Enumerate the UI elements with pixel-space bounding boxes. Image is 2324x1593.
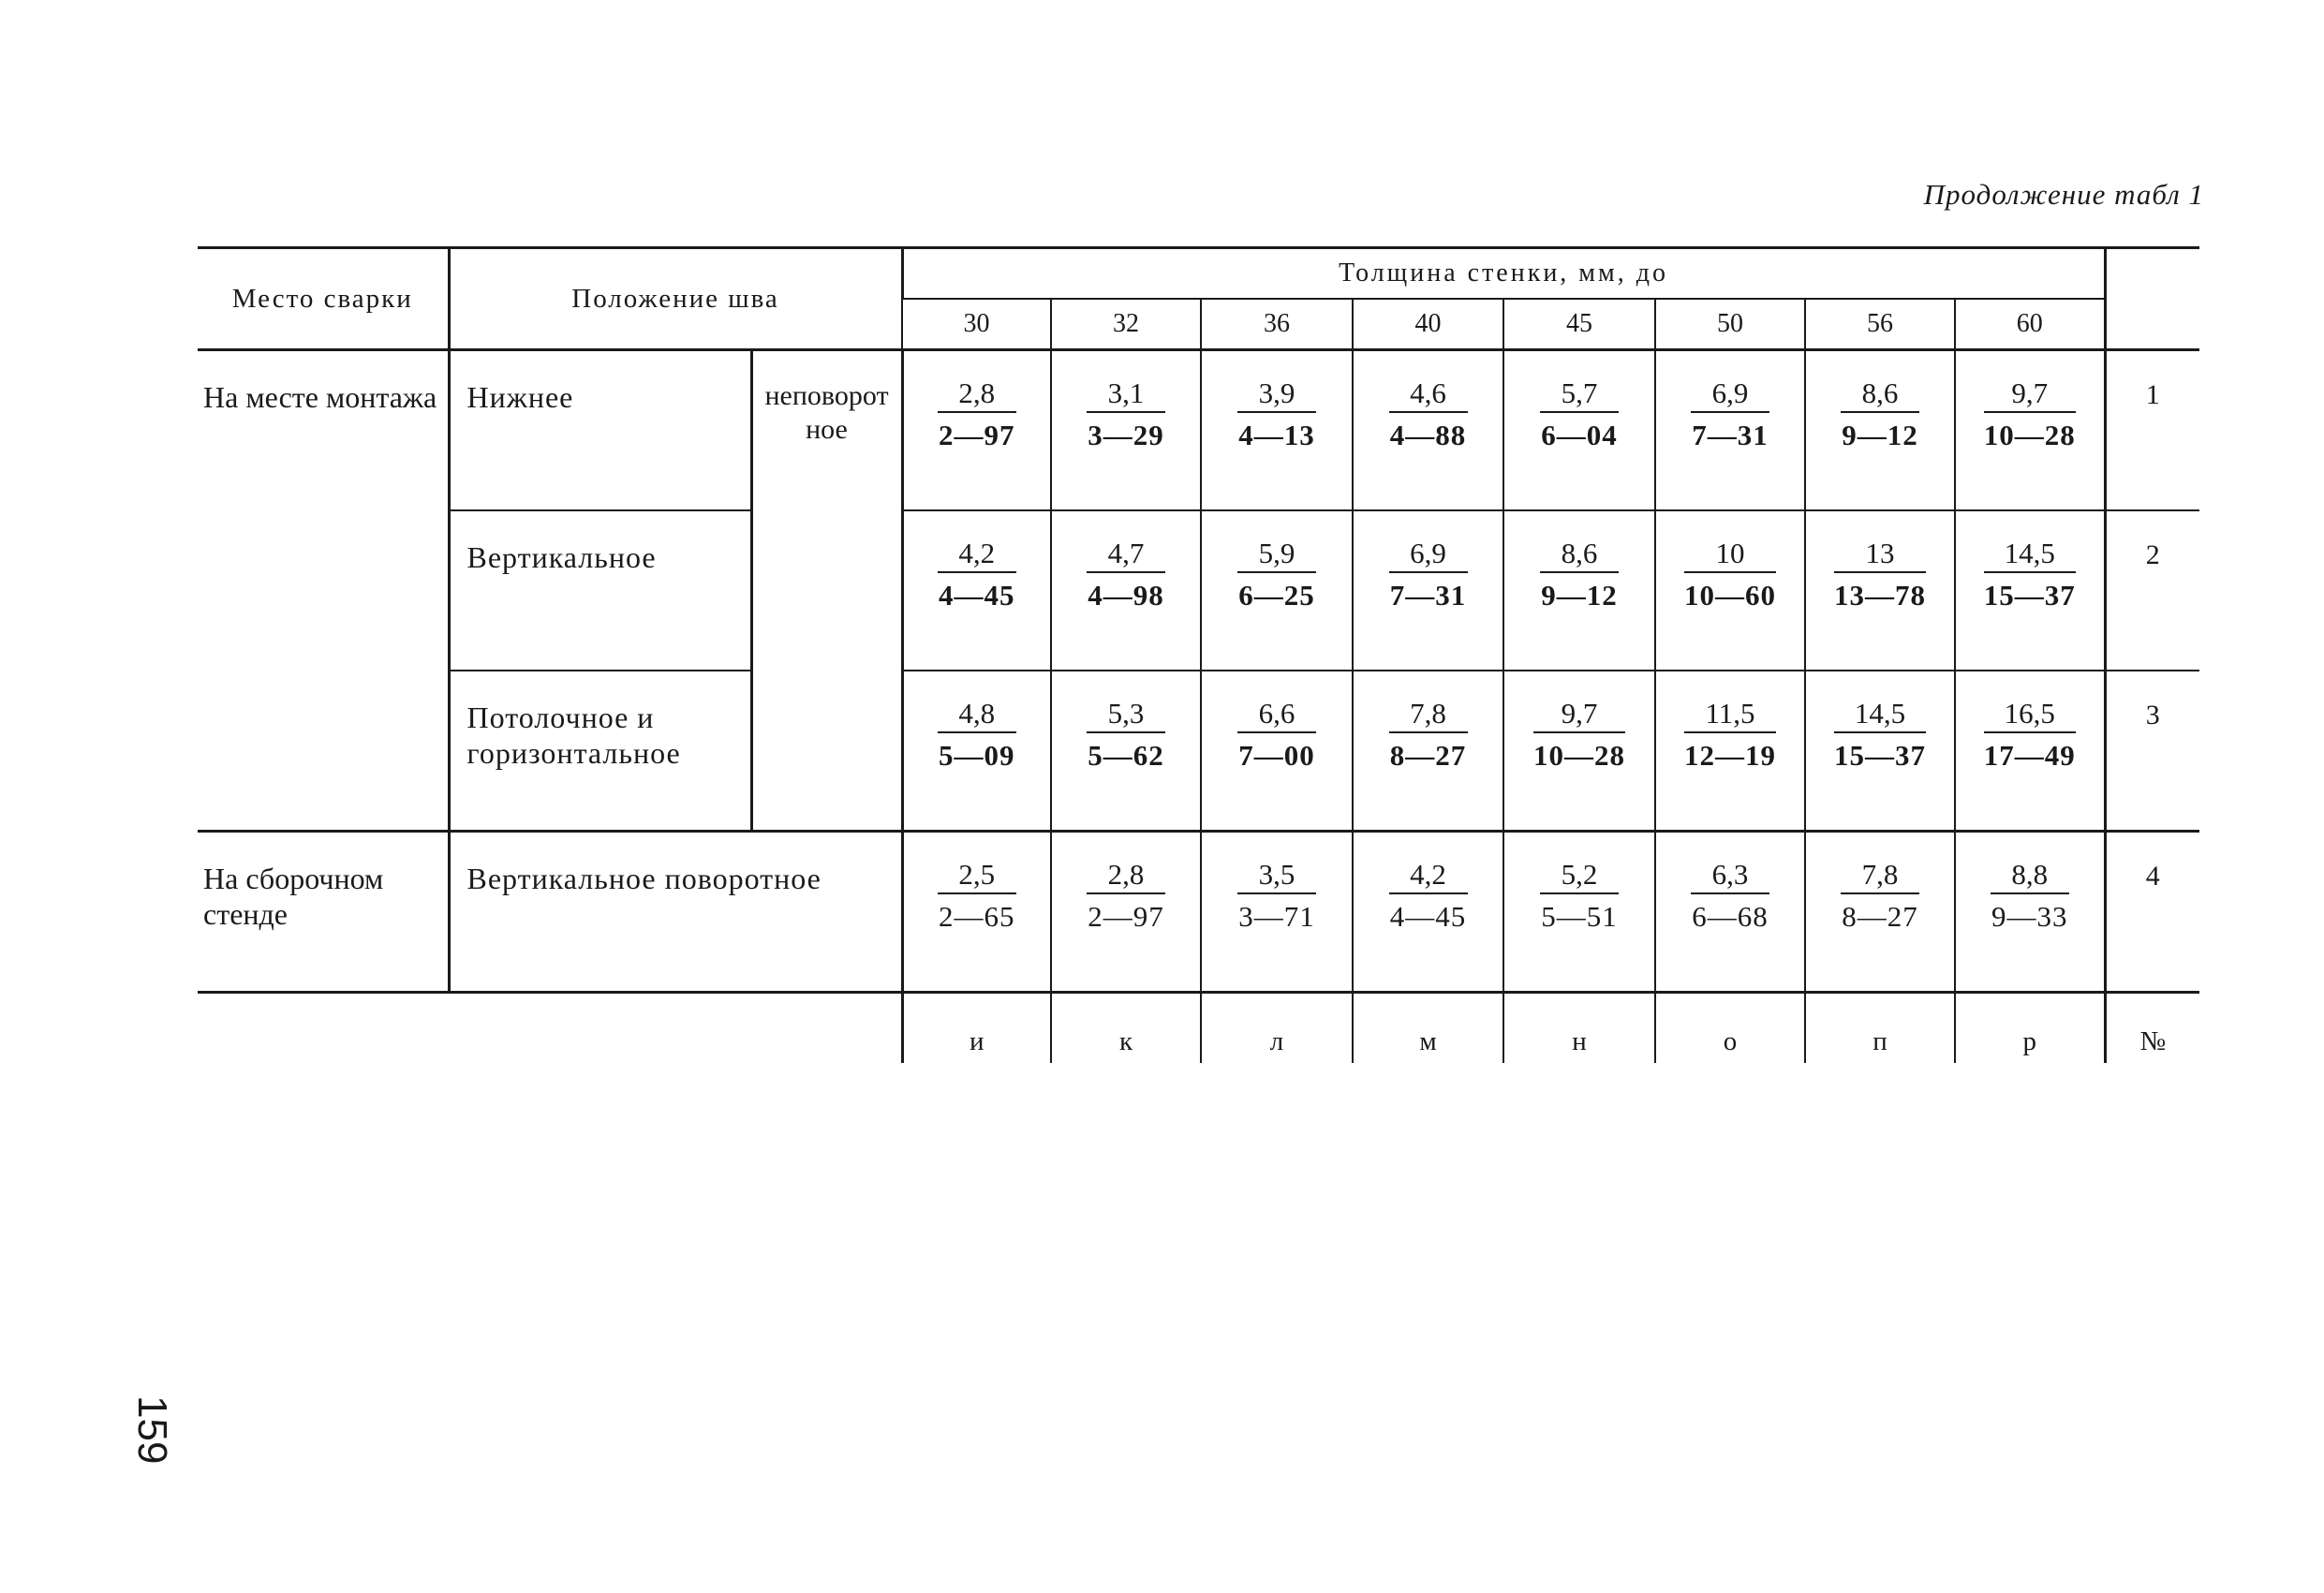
value-bottom: 5—09: [939, 739, 1015, 772]
value-bottom: 4—45: [939, 579, 1015, 612]
header-col-30: 30: [902, 299, 1051, 350]
value-cell: [902, 510, 1051, 671]
position-cell: Нижнее: [449, 350, 751, 511]
value-cell: [1655, 350, 1805, 511]
value-cell: [902, 350, 1051, 511]
value-cell: [1051, 510, 1201, 671]
table-row: [198, 510, 2199, 671]
value-bottom: 10—60: [1684, 579, 1777, 612]
value-bottom: 9—12: [1842, 419, 1918, 451]
value-bottom: 2—65: [939, 900, 1015, 933]
value-bottom: 12—19: [1684, 739, 1777, 772]
value-top: 8,6: [1540, 538, 1619, 573]
header-thickness: Толщина стенки, мм, до: [902, 248, 2105, 300]
header-position: Положение шва: [449, 248, 902, 350]
value-cell: [902, 671, 1051, 832]
value-top: 4,2: [938, 538, 1016, 573]
value-bottom: 10—28: [1533, 739, 1626, 772]
value-bottom: 3—29: [1088, 419, 1164, 451]
value-top: 4,8: [938, 698, 1016, 733]
row-number: 4: [2105, 832, 2199, 993]
value-bottom: 15—37: [1834, 739, 1927, 772]
value-bottom: 4—98: [1088, 579, 1164, 612]
value-bottom: 4—88: [1389, 419, 1467, 451]
value-top: 16,5: [1984, 698, 2076, 733]
footer-letter: н: [1503, 993, 1655, 1064]
value-cell: [1353, 510, 1503, 671]
value-cell: [1051, 671, 1201, 832]
value-bottom: 4—13: [1238, 419, 1315, 451]
value-cell: [1353, 350, 1503, 511]
value-cell: [1805, 832, 1955, 993]
value-top: 4,2: [1389, 859, 1468, 894]
header-col-45: 45: [1503, 299, 1655, 350]
value-top: 5,3: [1087, 698, 1165, 733]
value-top: 6,9: [1691, 377, 1769, 413]
value-cell: [1201, 671, 1353, 832]
value-cell: [1503, 832, 1655, 993]
value-top: 9,7: [1533, 698, 1625, 733]
position-cell: Вертикальное поворотное: [449, 832, 902, 993]
value-bottom: 9—12: [1541, 579, 1618, 612]
value-bottom: 6—04: [1541, 419, 1618, 451]
value-top: 9,7: [1984, 377, 2076, 413]
value-bottom: 4—45: [1389, 900, 1467, 933]
value-bottom: 9—33: [1991, 900, 2068, 933]
page-number: 159: [129, 1395, 175, 1465]
value-top: 3,9: [1237, 377, 1316, 413]
value-bottom: 2—97: [939, 419, 1015, 451]
value-top: 4,7: [1087, 538, 1165, 573]
value-top: 6,9: [1389, 538, 1468, 573]
row-number: 3: [2105, 671, 2199, 832]
header-place: Место сварки: [198, 248, 449, 350]
value-bottom: 7—00: [1238, 739, 1315, 772]
value-bottom: 15—37: [1983, 579, 2076, 612]
value-top: 14,5: [1834, 698, 1926, 733]
value-bottom: 6—25: [1238, 579, 1315, 612]
value-top: 4,6: [1389, 377, 1468, 413]
value-top: 2,5: [938, 859, 1016, 894]
value-bottom: 6—68: [1692, 900, 1769, 933]
value-cell: [1201, 510, 1353, 671]
value-top: 11,5: [1684, 698, 1776, 733]
value-top: 10: [1684, 538, 1776, 573]
value-top: 6,3: [1691, 859, 1769, 894]
value-bottom: 7—31: [1692, 419, 1769, 451]
value-bottom: 13—78: [1834, 579, 1927, 612]
place-cell: На месте монтажа: [198, 350, 449, 832]
value-bottom: 10—28: [1983, 419, 2076, 451]
footer-letter: л: [1201, 993, 1353, 1064]
header-col-50: 50: [1655, 299, 1805, 350]
value-cell: [902, 832, 1051, 993]
position-cell: Вертикальное: [449, 510, 751, 671]
value-bottom: 7—31: [1389, 579, 1467, 612]
value-cell: [1655, 510, 1805, 671]
value-cell: [1051, 832, 1201, 993]
value-top: 8,6: [1841, 377, 1919, 413]
value-top: 7,8: [1389, 698, 1468, 733]
value-cell: [1655, 671, 1805, 832]
table-row: [198, 832, 2199, 993]
header-col-36: 36: [1201, 299, 1353, 350]
value-bottom: 2—97: [1088, 900, 1164, 933]
value-cell: [1955, 510, 2105, 671]
table-caption: Продолжение табл 1: [1923, 178, 2204, 211]
value-cell: [1503, 671, 1655, 832]
value-cell: [1353, 832, 1503, 993]
header-row-1: [198, 248, 2199, 300]
value-cell: [1353, 671, 1503, 832]
row-number: 1: [2105, 350, 2199, 511]
value-bottom: 3—71: [1238, 900, 1315, 933]
value-cell: [1503, 350, 1655, 511]
value-cell: [1051, 350, 1201, 511]
table-row: [198, 671, 2199, 832]
value-top: 3,1: [1087, 377, 1165, 413]
header-col-60: 60: [1955, 299, 2105, 350]
value-top: 6,6: [1237, 698, 1316, 733]
value-bottom: 5—62: [1088, 739, 1164, 772]
value-top: 3,5: [1237, 859, 1316, 894]
value-cell: [1955, 350, 2105, 511]
footer-empty: [198, 993, 902, 1064]
rotation-cell: неповоротное: [751, 350, 902, 832]
footer-row: [198, 993, 2199, 1064]
value-cell: [1955, 832, 2105, 993]
value-cell: [1201, 832, 1353, 993]
welding-table: [198, 246, 2199, 1063]
position-cell: Потолочное и горизонтальное: [449, 671, 751, 832]
value-bottom: 17—49: [1983, 739, 2076, 772]
value-bottom: 5—51: [1541, 900, 1618, 933]
value-top: 8,8: [1991, 859, 2069, 894]
value-top: 2,8: [1087, 859, 1165, 894]
footer-letter: и: [902, 993, 1051, 1064]
header-number-empty: [2105, 248, 2199, 350]
value-top: 5,7: [1540, 377, 1619, 413]
table-row: [198, 350, 2199, 511]
header-col-56: 56: [1805, 299, 1955, 350]
value-top: 2,8: [938, 377, 1016, 413]
footer-letter: п: [1805, 993, 1955, 1064]
value-cell: [1805, 510, 1955, 671]
footer-letter: к: [1051, 993, 1201, 1064]
value-cell: [1655, 832, 1805, 993]
value-top: 14,5: [1984, 538, 2076, 573]
header-col-40: 40: [1353, 299, 1503, 350]
header-col-32: 32: [1051, 299, 1201, 350]
footer-letter: м: [1353, 993, 1503, 1064]
value-bottom: 8—27: [1389, 739, 1467, 772]
place-cell: На сборочном стенде: [198, 832, 449, 993]
footer-letter: р: [1955, 993, 2105, 1064]
row-number: 2: [2105, 510, 2199, 671]
value-top: 13: [1834, 538, 1926, 573]
footer-number-sign: №: [2105, 993, 2199, 1064]
value-top: 5,2: [1540, 859, 1619, 894]
value-top: 5,9: [1237, 538, 1316, 573]
footer-letter: о: [1655, 993, 1805, 1064]
value-cell: [1955, 671, 2105, 832]
value-top: 7,8: [1841, 859, 1919, 894]
value-cell: [1201, 350, 1353, 511]
value-cell: [1805, 671, 1955, 832]
value-cell: [1805, 350, 1955, 511]
value-bottom: 8—27: [1842, 900, 1918, 933]
value-cell: [1503, 510, 1655, 671]
